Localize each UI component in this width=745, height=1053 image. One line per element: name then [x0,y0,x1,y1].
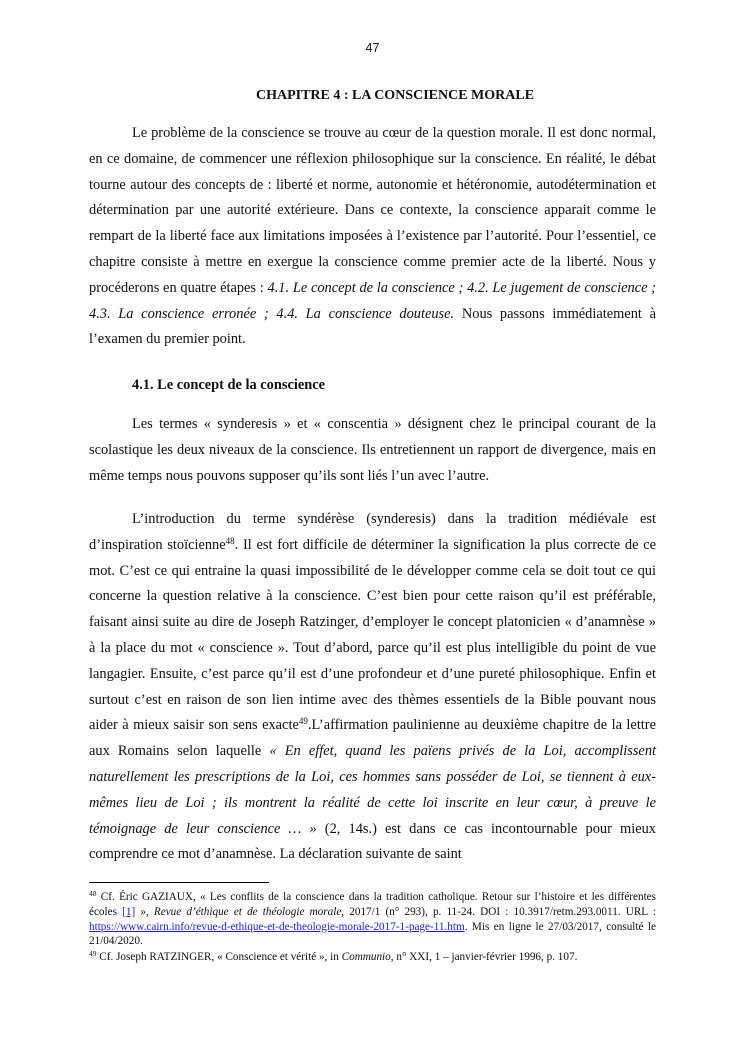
footnote-separator [89,882,269,883]
page-number: 47 [365,41,380,55]
footnote-text: . Mis en ligne le 27/03/2017, consulté le 21/04/2020. [89,920,656,948]
paragraph-text: L’introduction du terme syndérèse (synderesis) dans la tradition médiévale est d’inspiration stoïcienne [89,511,656,553]
intro-paragraph [89,121,656,353]
footnote-48 [89,890,656,949]
footnote-text: Cf. Éric GAZIAUX, « Les conflits de la conscience dans la tradition catholique. Retour sur l’histoire et les différentes écoles [89,891,656,918]
intro-text: Le problème de la conscience se trouve au cœur de la question morale. Il est donc normal, en ce domaine, de commencer une réflexion philosophique sur la conscience. En réalité, le débat tourne autour des concepts de : liberté et norme, autonomie et hétéronomie, autodétermination et détermination par une autorité extérieure. Dans ce contexte, la conscience apparait comme le rempart de la liberté face aux limitations imposées à l’existence par l’autorité. Pour l’essentiel, ce chapitre consiste à mettre en exergue la conscience comme premier acte de la liberté. Nous y procéderons en quatre étapes : [89,125,656,296]
romans-quote: « En effet, quand les païens privés de la Loi, accomplissent naturellement les prescriptions de la Loi, ces hommes sans posséder de Loi, se tiennent à eux-mêmes lieu de Loi ; ils montrent la réalité de cette loi inscrite en leur cœur, à preuve le témoignage de leur conscience … » [89,743,657,837]
footnote-ref-48[interactable]: 48 [225,535,235,546]
intro-outline: 4.1. Le concept de la conscience ; 4.2. Le jugement de conscience ; 4.3. La conscience erronée ; 4.4. La conscience douteuse. [89,279,656,322]
footnote-49 [89,950,656,965]
footnote-text: , 2017/1 (n° 293), p. 11-24. DOI : 10.3917/retm.293.0011. URL : [341,905,657,918]
footnote-text: Cf. Joseph RATZINGER, « Conscience et vérité », in [96,951,342,963]
journal-title: Revue d’éthique et de théologie morale [153,905,342,918]
footnote-text: , n° XXI, 1 – janvier-février 1996, p. 107. [390,951,578,963]
footnote-link[interactable]: [1] [122,905,136,918]
journal-title: Communio [341,951,391,963]
paragraph-synderesis: Les termes « synderesis » et « conscentia » désignent chez le principal courant de la scolastique les deux niveaux de la conscience. Ils entretiennent un rapport de divergence, mais en même temps nous pouvons supposer qu’ils sont liés l’un avec l’autre. [89,416,656,484]
paragraph-anamnesis [89,507,656,868]
footnote-ref-49[interactable]: 49 [298,716,308,727]
footnote-url-link[interactable]: https://www.cairn.info/revue-d-ethique-et-de-theologie-morale-2017-1-page-11.htm [89,920,465,933]
footnote-number: 49 [89,949,97,958]
section-heading: 4.1. Le concept de la conscience [132,377,326,393]
footnote-text: », [135,905,154,918]
footnote-number: 48 [89,889,97,898]
intro-text-end: Nous passons immédiatement à l’examen du premier point. [89,305,657,348]
paragraph-text: .L’affirmation paulinienne au deuxième chapitre de la lettre aux Romains selon laquelle [89,717,656,760]
chapter-title: CHAPITRE 4 : LA CONSCIENCE MORALE [255,88,535,103]
paragraph-text: . Il est fort difficile de déterminer la signification la plus correcte de ce mot. C’est ce qui entraine la quasi impossibilité de le développer comme cela se doit tout ce qui concerne la question relative à la conscience. C’est bien pour cette raison qu’il est préférable, faisant ainsi suite au dire de Joseph Ratzinger, d’employer le concept platonicien « d’anamnèse » à la place du mot « conscience ». Tout d’abord, parce qu’il est plus intelligible du point de vue langagier. Ensuite, c’est parce qu’il est d’une profondeur et d’une pureté philosophique. Enfin et surtout c’est en raison de son lien intime avec des thèmes essentiels de la Bible pouvant nous aider à mieux saisir son sens exacte [89,536,656,734]
paragraph-text: (2, 14s.) est dans ce cas incontournable pour mieux comprendre ce mot d’anamnèse. La déclaration suivante de saint [89,820,656,863]
